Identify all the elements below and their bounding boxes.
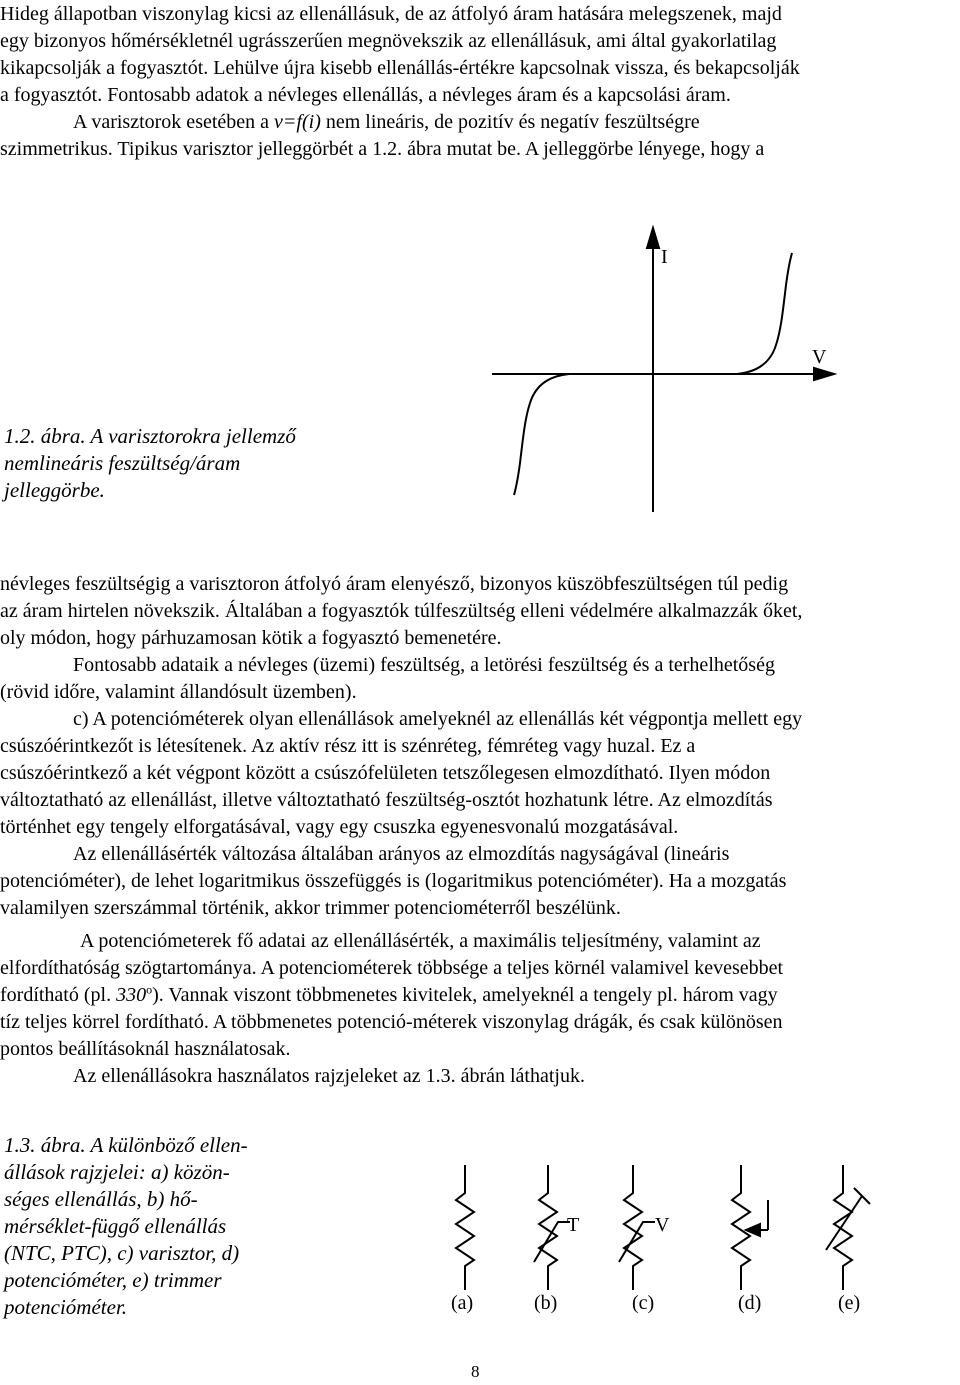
text-line: pontos beállításoknál használatosak. [0,1038,291,1060]
text-span: fordítható (pl. [0,984,117,1006]
text-span: nem lineáris, de pozitív és negatív feszültségre [320,111,700,133]
text-line: csúszóérintkező a két végpont között a csúszófelületen tetszőlegesen elmozdítható. Ilyen módon [0,762,771,784]
text-span: A varisztorok esetében a [73,111,275,133]
figure-caption: séges ellenállás, b) hő- [4,1187,198,1211]
symbol-caption-b: (b) [534,1292,558,1314]
wiper-arrow [746,1224,760,1236]
text-line: történhet egy tengely elforgatásával, vagy egy csuszka egyenesvonalú mozgatásával. [0,816,679,838]
text-line: szimmetrikus. Tipikus varisztor jelleggörbét a 1.2. ábra mutat be. A jelleggörbe lényege, hogy a [0,138,765,160]
characteristic-curve-negative [514,374,569,495]
text-line: c) A potencióméterek olyan ellenállások amelyeknél az ellenállás két végpontja mellett egy [73,708,803,730]
symbol-caption-a: (a) [451,1292,474,1314]
text-line: a fogyasztót. Fontosabb adatok a névleges ellenállás, a névleges áram és a kapcsolási áram. [0,84,731,106]
characteristic-curve [737,253,792,374]
varistor-slash [619,1222,655,1262]
text-line: Hideg állapotban viszonylag kicsi az ellenállásuk, de az átfolyó áram hatására melegszenek, majd [0,3,782,25]
text-line: potencióméter), de lehet logaritmikus összefüggés is (logaritmikus potencióméter). Ha a mozgatás [0,870,787,892]
text-line [0,982,778,1009]
page-number: 8 [471,1362,480,1381]
symbol-label-t: T [567,1214,580,1236]
i-axis-arrow [647,228,659,248]
text-line: változtatható az ellenállást, illetve változtatható feszültség-osztót hozhatunk létre. Az elmozdítás [0,789,773,811]
trimmer-tick [854,1188,870,1204]
text-line: Az ellenállásérték változása általában arányos az elmozdítás nagyságával (lineáris [73,843,730,865]
resistor-symbol-e [834,1165,852,1290]
symbol-label-v: V [655,1214,670,1236]
resistor-symbol-d [732,1165,750,1290]
text-line: Az ellenállásokra használatos rajzjeleket az 1.3. ábrán láthatjuk. [73,1065,585,1087]
v-axis-arrow [814,368,834,380]
figure-caption: potencióméter. [4,1295,128,1319]
figure-caption: (NTC, PTC), c) varisztor, d) [4,1241,240,1265]
figure-caption: potencióméter, e) trimmer [4,1268,222,1292]
resistor-symbol-b [539,1165,557,1290]
text-line: az áram hirtelen növekszik. Általában a fogyasztók túlfeszültség elleni védelmére alkalmazzák őket, [0,600,803,622]
text-line: tíz teljes körrel fordítható. A többmenetes potenció-méterek viszonylag drágák, és csak különösen [0,1011,783,1033]
figure-caption: 1.2. ábra. A varisztorokra jellemző [4,424,296,448]
text-line: oly módon, hogy párhuzamosan kötik a fogyasztó bemenetére. [0,627,502,649]
text-line: Fontosabb adataik a névleges (üzemi) feszültség, a letörési feszültség és a terhelhetőség [73,654,775,676]
symbol-caption-c: (c) [632,1292,655,1314]
symbol-caption-e: (e) [838,1292,861,1314]
text-line: A potenciómeterek fő adatai az ellenállásérték, a maximális teljesítmény, valamint az [80,930,761,952]
text-line: kikapcsolják a fogyasztót. Lehülve újra kisebb ellenállás-értékre kapcsolnak vissza, és bekapcsolják [0,57,800,79]
figure-caption: nemlineáris feszültség/áram [4,451,241,475]
degree-mark: o [146,982,153,997]
v-axis-label: V [812,346,827,368]
resistor-symbol-a [456,1165,474,1290]
text-line: (rövid időre, valamint állandósult üzemben). [0,681,357,703]
text-line: egy bizonyos hőmérsékletnél ugrásszerűen megnövekszik az ellenállásuk, ami által gyakorlatilag [0,30,777,52]
figure-caption: 1.3. ábra. A különböző ellen- [4,1133,248,1157]
formula: v=f(i) [274,111,321,133]
text-line [73,109,700,136]
rotation-value: 330 [116,984,147,1006]
resistor-symbol-c [624,1165,642,1290]
text-line: csúszóérintkezőt is létesítenek. Az aktív rész itt is szénréteg, fémréteg vagy huzal. Ez a [0,735,696,757]
trimmer-slash [826,1196,862,1250]
figure-caption: mérséklet-függő ellenállás [4,1214,227,1238]
figure-caption: állások rajzjelei: a) közön- [4,1160,230,1184]
text-line: elfordíthatóság szögtartománya. A potenciométerek többsége a teljes körnél valamivel kevesebbet [0,957,784,979]
i-axis-label: I [661,246,668,268]
symbol-caption-d: (d) [738,1292,762,1314]
text-line: névleges feszültségig a varisztoron átfolyó áram elenyésző, bizonyos küszöbfeszültségen túl pedig [0,573,789,595]
text-line: valamilyen szerszámmal történik, akkor trimmer potenciométerről beszélünk. [0,897,621,919]
text-span: ). Vannak viszont többmenetes kivitelek, amelyeknél a tengely pl. három vagy [152,984,778,1006]
figure-caption: jelleggörbe. [4,478,105,502]
thermistor-slash [534,1222,570,1262]
